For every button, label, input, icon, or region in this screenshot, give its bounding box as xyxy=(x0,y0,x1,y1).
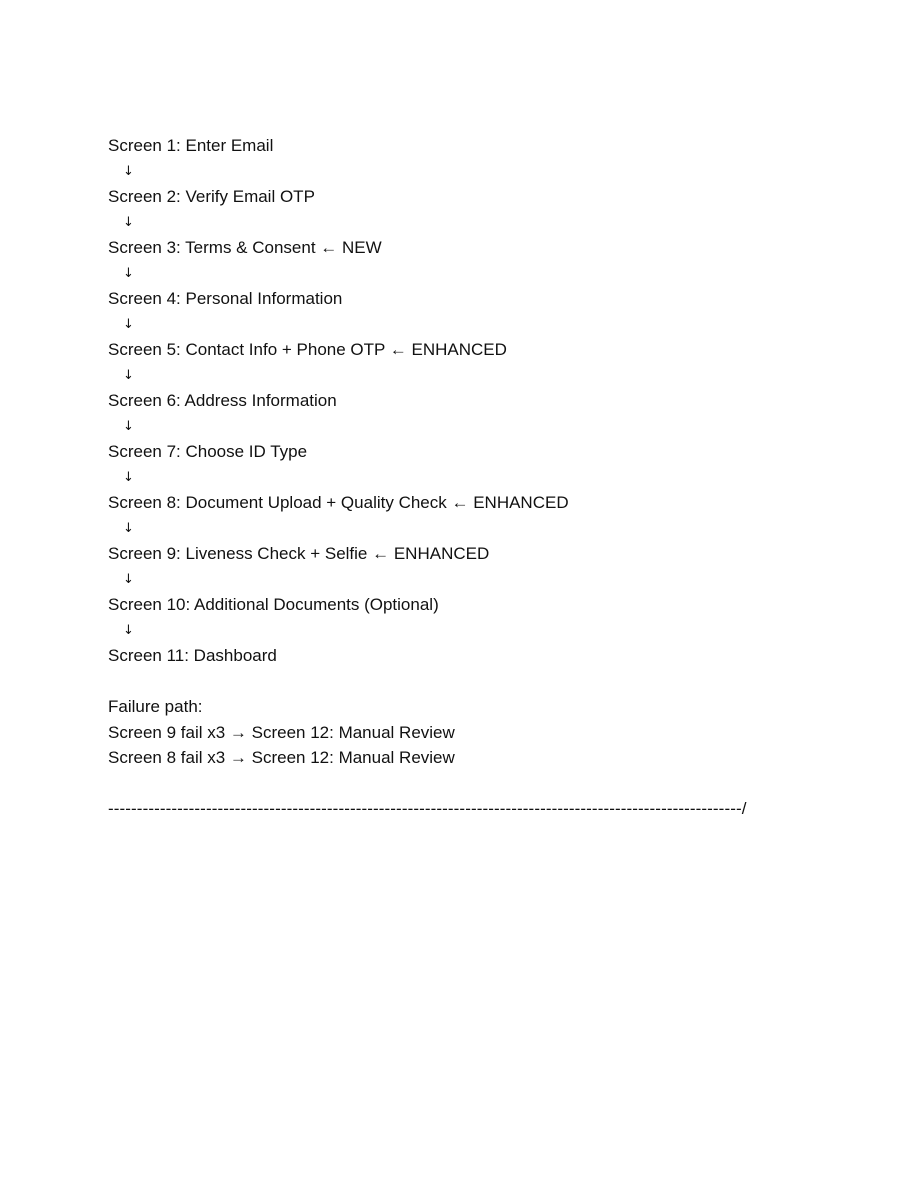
failure-path-1: Screen 9 fail x3 → Screen 12: Manual Review xyxy=(108,722,455,742)
flow-step-5: Screen 5: Contact Info + Phone OTP ← ENHANCED xyxy=(108,340,507,359)
flow-step-10: Screen 10: Additional Documents (Optional) xyxy=(108,595,439,614)
down-arrow-icon: ↓ xyxy=(123,214,134,230)
flow-step-6: Screen 6: Address Information xyxy=(108,391,337,410)
down-arrow-icon: ↓ xyxy=(123,163,134,179)
flow-step-1: Screen 1: Enter Email xyxy=(108,136,274,155)
spacer xyxy=(108,669,828,695)
flow-step-4: Screen 4: Personal Information xyxy=(108,289,343,308)
flow-step-3: Screen 3: Terms & Consent ← NEW xyxy=(108,238,382,257)
spacer xyxy=(108,771,828,797)
down-arrow-icon: ↓ xyxy=(123,316,134,332)
down-arrow-icon: ↓ xyxy=(123,418,134,434)
flow-step-8: Screen 8: Document Upload + Quality Check ← ENHANCED xyxy=(108,493,569,512)
down-arrow-icon: ↓ xyxy=(123,622,134,638)
down-arrow-icon: ↓ xyxy=(123,469,134,485)
flow-step-9: Screen 9: Liveness Check + Selfie ← ENHANCED xyxy=(108,544,490,563)
down-arrow-icon: ↓ xyxy=(123,571,134,587)
onboarding-flow xyxy=(108,133,828,822)
flow-step-11: Screen 11: Dashboard xyxy=(108,646,277,665)
down-arrow-icon: ↓ xyxy=(123,520,134,536)
down-arrow-icon: ↓ xyxy=(123,265,134,281)
down-arrow-icon: ↓ xyxy=(123,367,134,383)
dashed-divider: --------------------------------------------------------------------------------------------------------------/ xyxy=(108,799,747,818)
failure-path-2: Screen 8 fail x3 → Screen 12: Manual Review xyxy=(108,748,455,767)
flow-step-2: Screen 2: Verify Email OTP xyxy=(108,187,315,206)
flow-step-7: Screen 7: Choose ID Type xyxy=(108,442,308,461)
failure-heading: Failure path: xyxy=(108,697,203,716)
